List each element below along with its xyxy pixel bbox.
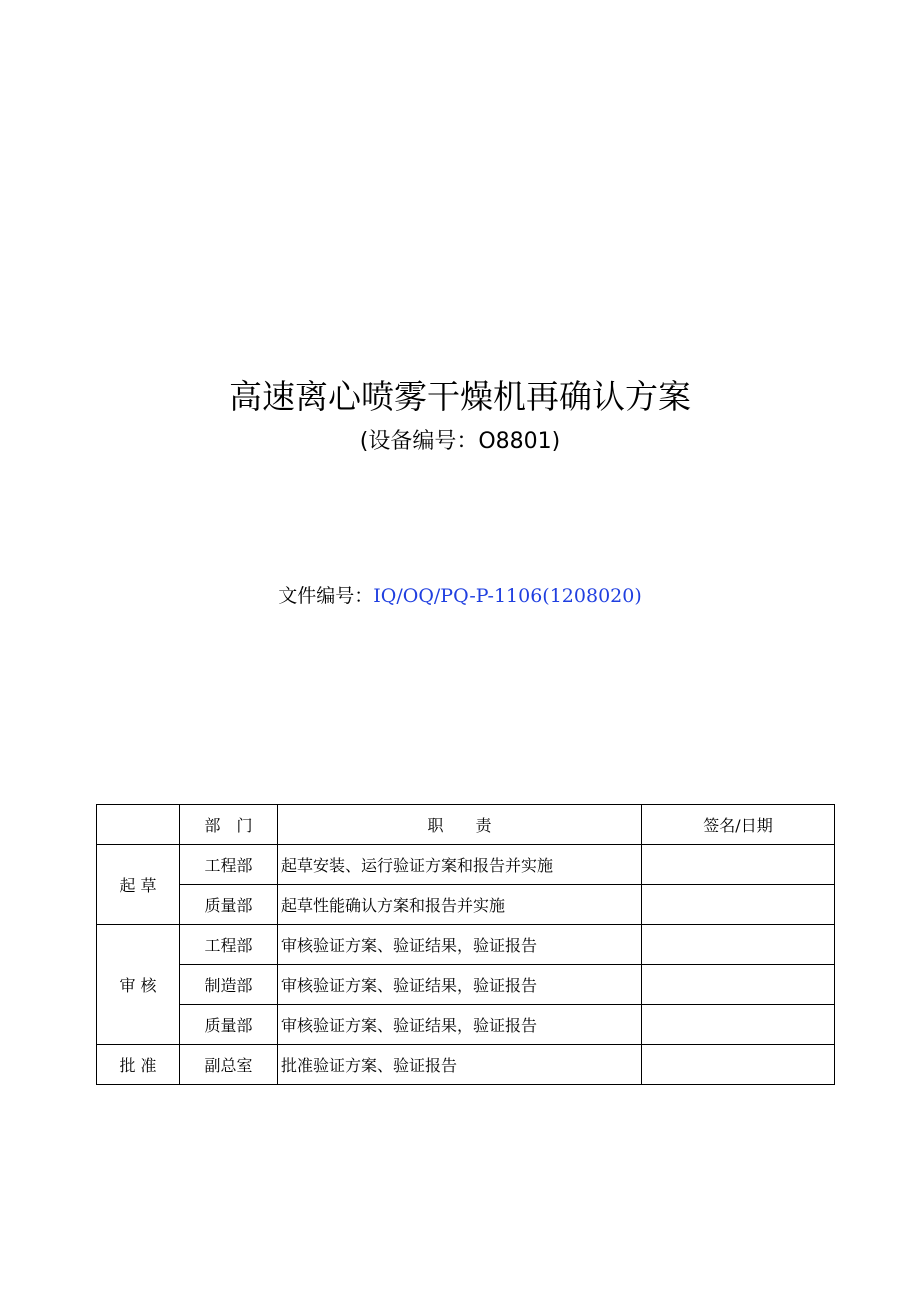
department-cell: 工程部 — [180, 845, 278, 885]
table-row — [97, 885, 835, 925]
header-stage — [97, 805, 180, 845]
duty-cell: 审核验证方案、验证结果，验证报告 — [278, 965, 642, 1005]
file-number-value: IQ/OQ/PQ-P-1106(1208020) — [373, 585, 642, 607]
header-duty: 职 责 — [278, 805, 642, 845]
table-row — [97, 845, 835, 885]
stage-cell-draft: 起 草 — [97, 845, 180, 925]
document-title: 高速离心喷雾干燥机再确认方案 — [229, 377, 691, 416]
header-department: 部 门 — [180, 805, 278, 845]
signature-cell[interactable] — [642, 1045, 835, 1085]
duty-cell: 起草性能确认方案和报告并实施 — [278, 885, 642, 925]
table-row — [97, 1045, 835, 1085]
file-number-label: 文件编号： — [278, 585, 374, 607]
table-row — [97, 1005, 835, 1045]
table-row — [97, 925, 835, 965]
duty-cell: 起草安装、运行验证方案和报告并实施 — [278, 845, 642, 885]
department-cell: 质量部 — [180, 885, 278, 925]
department-cell: 副总室 — [180, 1045, 278, 1085]
duty-cell: 审核验证方案、验证结果，验证报告 — [278, 1005, 642, 1045]
header-signature: 签名/日期 — [642, 805, 835, 845]
signature-cell[interactable] — [642, 845, 835, 885]
stage-cell-approve: 批 准 — [97, 1045, 180, 1085]
duty-cell: 审核验证方案、验证结果，验证报告 — [278, 925, 642, 965]
stage-cell-review: 审 核 — [97, 925, 180, 1045]
department-cell: 工程部 — [180, 925, 278, 965]
file-number — [0, 581, 920, 611]
duty-cell: 批准验证方案、验证报告 — [278, 1045, 642, 1085]
signature-cell[interactable] — [642, 925, 835, 965]
signature-cell[interactable] — [642, 885, 835, 925]
department-cell: 制造部 — [180, 965, 278, 1005]
equipment-number: (设备编号：O8801) — [359, 429, 561, 454]
table-row — [97, 965, 835, 1005]
approval-table — [96, 804, 835, 1085]
signature-cell[interactable] — [642, 1005, 835, 1045]
signature-cell[interactable] — [642, 965, 835, 1005]
table-header-row — [97, 805, 835, 845]
department-cell: 质量部 — [180, 1005, 278, 1045]
